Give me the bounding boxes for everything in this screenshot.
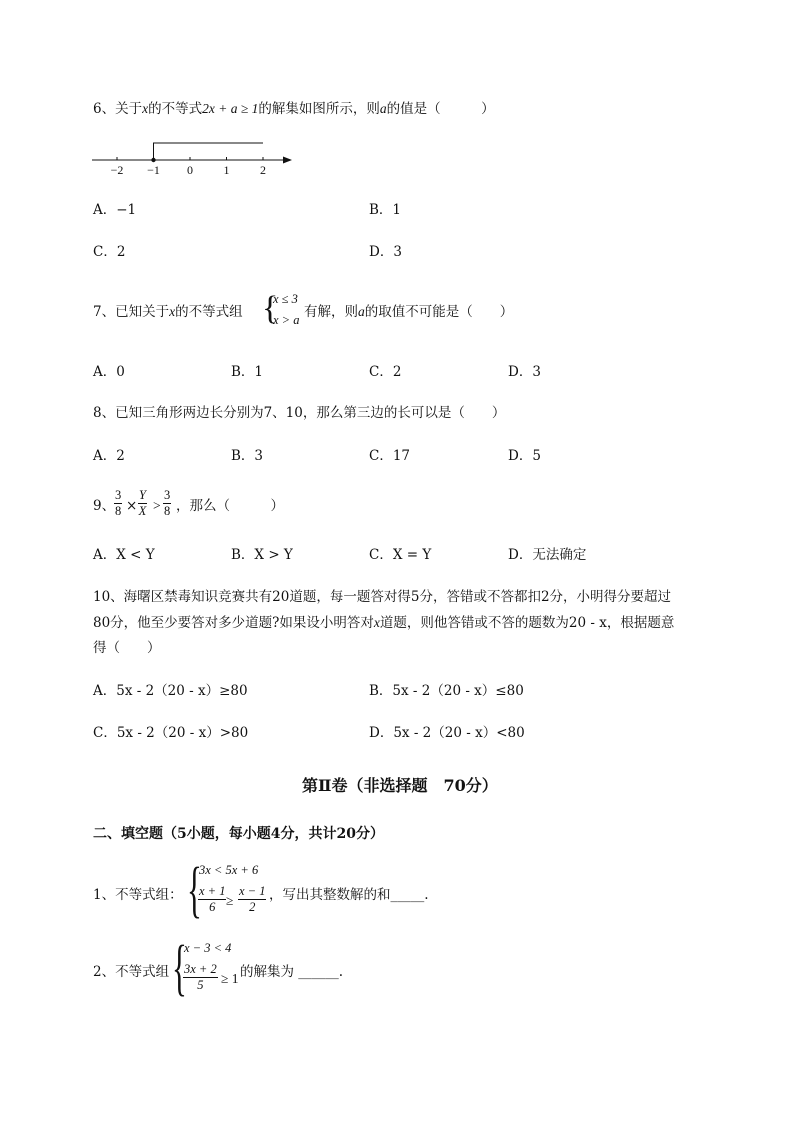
q7-mid: 的不等式组 [175, 304, 243, 320]
q7-system-line-2: x > a [273, 313, 300, 327]
q10-option-b: B．5x - 2（20 - x）≤80 [369, 683, 524, 699]
q9-fraction-3: 3 8 [164, 488, 171, 518]
q6-option-a: A．−1 [93, 202, 137, 218]
q7-stem-suffix [304, 303, 513, 321]
q7-system-line-1: x ≤ 3 [273, 292, 298, 306]
q9-option-b: B．X > Y [231, 547, 293, 563]
q6-number-line [88, 135, 308, 185]
fill1-system-brace: { [187, 856, 202, 924]
q8-option-b: B．3 [231, 448, 264, 464]
fill2-system-line-1: x − 3 < 4 [184, 941, 232, 955]
fill2-fraction: 3x + 2 5 [184, 962, 217, 992]
fill2-tail: 的解集为 ______. [240, 964, 344, 980]
fill1-ge: ≥ [226, 893, 234, 908]
q6-after: 的解集如图所示，则 [258, 101, 380, 117]
number-line-tick-label: 2 [260, 163, 266, 177]
q7-system-brace: { [262, 290, 279, 327]
q6-option-b: B．1 [369, 202, 402, 218]
q9-option-d: D．无法确定 [508, 547, 587, 563]
number-line-tick-label: −1 [147, 163, 160, 177]
q9-fraction-2: Y X [138, 488, 147, 518]
q6-option-c: C．2 [93, 244, 126, 260]
q7-option-c: C．2 [369, 364, 402, 380]
q8-option-c: C．17 [369, 448, 411, 464]
number-line-tick-label: 0 [187, 163, 193, 177]
q10-option-a: A．5x - 2（20 - x）≥80 [93, 683, 248, 699]
q10-line-1: 10、海曙区禁毒知识竞赛共有20道题，每一题答对得5分，答错或不答都扣2分，小明得分要超过 [93, 589, 672, 605]
q7-var-a: a [358, 304, 365, 319]
number-line-tick-label: 1 [223, 163, 230, 177]
q7-tail: 的取值不可能是（ ） [364, 304, 514, 320]
q6-inequality: 2x + a ≥ 1 [202, 101, 259, 116]
fill1-tail: ，写出其整数解的和_____. [269, 887, 429, 903]
fill1-fraction-1: x + 1 6 [199, 884, 226, 914]
q10-line-2-end: 道题，则他答错或不答的题数为20 - x，根据题意 [379, 615, 675, 631]
q6-var-a: a [379, 101, 387, 116]
q7-var-x: x [169, 304, 176, 319]
q9-prefix: 9、 [93, 498, 116, 514]
q9-fraction-1: 3 8 [115, 488, 122, 518]
q6-stem [93, 100, 495, 118]
q8-stem: 8、已知三角形两边长分别为7、10，那么第三边的长可以是（ ） [93, 405, 506, 421]
q7-after: 有解，则 [304, 304, 358, 320]
fill2-prefix: 2、不等式组 [93, 964, 170, 980]
q8-option-a: A．2 [93, 448, 125, 464]
q10-line-2-start: 80分，他至少要答对多少道题?如果设小明答对 [93, 615, 374, 631]
q9-greater-than: > [153, 498, 161, 513]
q7-prefix: 7、已知关于 [93, 304, 170, 320]
q10-option-c: C．5x - 2（20 - x）>80 [93, 725, 249, 741]
q6-mid: 的不等式 [148, 101, 203, 117]
q8-option-d: D．5 [508, 448, 541, 464]
q10-line-3: 得（ ） [93, 640, 161, 656]
section-2-title: 第Ⅱ卷（非选择题 70分） [302, 776, 498, 795]
q6-tail: 的值是（ ） [386, 101, 495, 117]
solution-endpoint-dot [151, 158, 155, 162]
fill-in-heading: 二、填空题（5小题，每小题4分，共计20分） [93, 826, 384, 842]
q10-option-d: D．5x - 2（20 - x）<80 [369, 725, 525, 741]
q10-line-2 [93, 614, 674, 632]
q6-option-d: D．3 [369, 244, 402, 260]
q10-var-x: x [373, 615, 380, 630]
fill1-fraction-2: x − 1 2 [239, 884, 266, 914]
q6-prefix: 6、关于 [93, 101, 143, 117]
q9-option-c: C．X = Y [369, 547, 432, 563]
q9-tail: ，那么（ ） [176, 498, 284, 514]
fill1-prefix: 1、不等式组： [93, 887, 183, 903]
q9-times: × [126, 498, 138, 514]
fill2-ge-one: ≥ 1 [221, 971, 239, 986]
fill2-system-brace: { [172, 934, 187, 1002]
q7-option-d: D．3 [508, 364, 541, 380]
number-line-tick-label: −2 [110, 163, 124, 177]
fill1-system-line-1: 3x < 5x + 6 [199, 863, 259, 877]
solution-set-bracket [154, 143, 264, 160]
q7-option-a: A．0 [93, 364, 125, 380]
number-line-arrow-icon [283, 157, 292, 164]
q7-stem-prefix [93, 303, 243, 321]
q7-option-b: B．1 [231, 364, 264, 380]
q6-var-x: x [142, 101, 149, 116]
q9-option-a: A．X < Y [93, 547, 155, 563]
